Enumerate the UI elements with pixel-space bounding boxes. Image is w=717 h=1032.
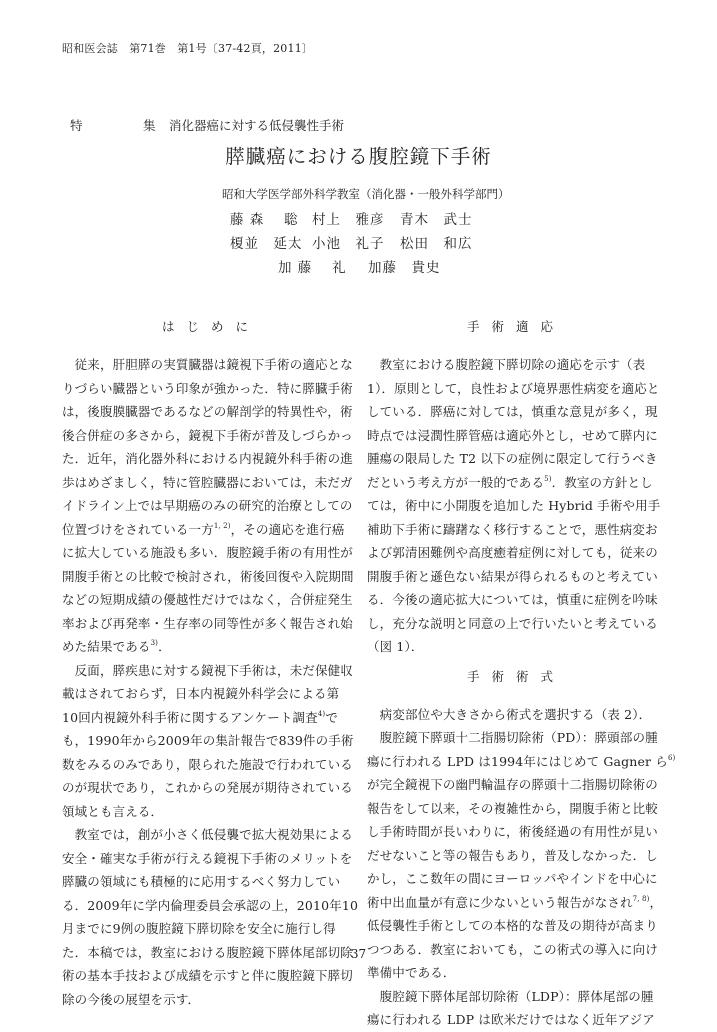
page-number: 37: [350, 947, 367, 961]
body-line: ては，術中に小開腹を追加した Hybrid 手術や用手: [367, 498, 661, 513]
feature-topic: 消化器癌に対する低侵襲性手術: [169, 118, 345, 133]
body-line: し，充分な説明と同意の上で行いたいと考えている: [367, 615, 658, 631]
body-line: よび郭清困難例や高度癒着症例に対しても，従来の: [367, 545, 658, 560]
body-line: 安全・確実な手術が行える鏡視下手術のメリットを: [62, 850, 353, 866]
body-line: だせないこと等の報告もあり，普及しなかった．し: [367, 847, 658, 863]
body-line: た．近年，消化器外科における内視鏡外科手術の進: [62, 451, 353, 466]
body-text: 位置づけをされている一方: [62, 521, 214, 537]
body-line: 教室における腹腔鏡下膵切除の適応を示す（表: [367, 357, 646, 372]
author: 松田 和広: [400, 236, 473, 252]
body-line: 開腹手術との比較で検討され，術後回復や入院期間: [62, 568, 354, 584]
body-line: 月までに9例の腹腔鏡下膵切除を安全に施行し得: [62, 921, 336, 936]
body-line: る．今後の適応拡大については，慎重に症例を吟味: [367, 592, 658, 607]
body-line: 報告をして以来，その複雑性から，開腹手術と比較: [367, 800, 658, 816]
body-line: 低侵襲性手術としての本格的な普及の期待が高まり: [367, 918, 658, 933]
body-line: 腹腔鏡下膵頭十二指腸切除術（PD）：膵頭部の腫: [367, 730, 658, 745]
citation-ref: 7, 8): [632, 894, 650, 903]
feature-label: [70, 116, 344, 134]
body-line: 率および再発率・生存率の同等性が多く報告され始: [62, 615, 353, 631]
body-text: 瘍に行われる LPD は1994年にはじめて Gagner ら: [367, 753, 668, 769]
body-line: る．2009年に学内倫理委員会承認の上，2010年10: [62, 897, 359, 913]
feature-label-1: 特: [70, 118, 83, 133]
body-line: 腫瘍の限局した T2 以下の症例に限定して行うべき: [367, 451, 658, 466]
body-line: りづらい臓器という印象が強かった．特に膵臓手術: [62, 380, 353, 396]
body-line: イドライン上では早期癌のみの研究的治療としての: [62, 498, 353, 513]
body-line: [62, 635, 352, 659]
section-heading-introduction: は じ め に: [162, 319, 252, 334]
author: 村上 雅彦: [312, 212, 385, 228]
body-line: し手術時間が長いわりに，術後経過の有用性が見い: [367, 824, 658, 839]
body-line: 歩はめざましく，特に管腔臓器においては，未だガ: [62, 474, 353, 490]
body-line: 術の基本手技および成績を示すと伴に腹腔鏡下膵切: [62, 968, 353, 983]
body-line: 腹腔鏡下膵体尾部切除術（LDP）：膵体尾部の腫: [367, 988, 654, 1004]
body-text: で: [325, 709, 338, 725]
author: 青木 武士: [400, 212, 473, 228]
body-line: 数をみるのみであり，限られた施設で行われている: [62, 756, 353, 772]
body-line: 病変部位や大きさから術式を選択する（表 2）．: [367, 706, 652, 722]
body-line: 膵臓の領域にも積極的に応用するべく努力してい: [62, 874, 341, 889]
body-line: た．本稿では，教室における腹腔鏡下膵体尾部切除: [62, 944, 353, 960]
affiliation: 昭和大学医学部外科学教室（消化器・一般外科学部門）: [222, 187, 510, 201]
body-line: [367, 750, 676, 774]
body-line: 瘍に行われる LDP は欧米だけではなく近年アジア: [367, 1012, 655, 1027]
citation-ref: 4): [317, 709, 326, 718]
authors-row-2: [230, 232, 473, 252]
body-line: [62, 518, 352, 542]
body-text: だという考え方が一般的である: [367, 474, 545, 490]
body-line: は，後腹膜臓器であるなどの解剖学的特異性や，術: [62, 404, 353, 419]
body-text: めた結果である: [62, 639, 151, 654]
authors-row-1: [230, 208, 473, 228]
body-text: 10回内視鏡外科手術に関するアンケート調査: [62, 709, 318, 725]
body-text: ．教室の方針とし: [551, 474, 653, 490]
body-line: している．膵癌に対しては，慎重な意見が多く，現: [367, 404, 658, 419]
body-line: 領域とも言える．: [62, 803, 164, 819]
body-text: ．: [158, 639, 171, 654]
body-text: ，その適応を進行癌: [230, 521, 345, 537]
body-line: 補助下手術に躊躇なく移行することで，悪性病変お: [367, 521, 658, 537]
body-line: かし，ここ数年の間にヨーロッパやインドを中心に: [367, 871, 658, 886]
body-line: に拡大している施設も多い．腹腔鏡手術の有用性が: [62, 545, 353, 560]
authors-row-3: [278, 256, 441, 276]
body-line: つつある．教室においても，この術式の導入に向け: [367, 941, 658, 957]
citation-ref: 1, 2): [213, 521, 231, 530]
body-line: 準備中である．: [367, 965, 456, 980]
body-line: 除の今後の展望を示す．: [62, 991, 201, 1007]
body-line: 開腹手術と遜色ない結果が得られるものと考えてい: [367, 568, 658, 584]
section-heading-procedure: 手 術 術 式: [467, 668, 557, 684]
citation-ref: 6): [667, 753, 676, 762]
body-line: 従来，肝胆膵の実質臓器は鏡視下手術の適応とな: [62, 357, 353, 372]
body-line: 時点では浸潤性膵管癌は適応外とし，せめて膵内に: [367, 427, 658, 443]
right-column: [367, 315, 676, 1032]
body-line: 教室では，創が小さく低侵襲で拡大視効果による: [62, 827, 353, 842]
body-line: 後合併症の多さから，鏡視下手術が普及しづらかっ: [62, 427, 353, 443]
body-line: も，1990年から2009年の集計報告で839件の手術: [62, 733, 354, 748]
body-line: 反面，膵疾患に対する鏡視下手術は，未だ保健収: [62, 662, 353, 678]
body-text: ，: [649, 894, 663, 910]
body-line: のが現状であり，これからの発展が期待されている: [62, 780, 353, 795]
citation-ref: 5): [544, 474, 552, 483]
author: 加藤 貴史: [368, 260, 441, 276]
author: 藤 森 聡: [230, 212, 299, 228]
article-title: 膵臓癌における腹腔鏡下手術: [225, 145, 492, 168]
body-line: [62, 706, 352, 730]
body-line: 1）．原則として，良性および境界悪性病変を適応と: [367, 380, 660, 396]
section-heading-indications: 手 術 適 応: [467, 319, 557, 334]
body-line: が完全鏡視下の幽門輪温存の膵頭十二指腸切除術の: [367, 777, 658, 792]
body-line: （図 1）．: [367, 639, 424, 654]
body-line: などの短期成績の優越性だけではなく，合併症発生: [62, 592, 353, 607]
feature-label-2: 集: [143, 118, 156, 133]
body-line: [367, 471, 657, 495]
author: 小池 礼子: [312, 236, 385, 252]
author: 榎並 延太: [230, 236, 303, 252]
author: 加 藤 礼: [278, 260, 347, 276]
body-line: [367, 891, 663, 915]
body-line: 載はされておらず，日本内視鏡外科学会による第: [62, 686, 340, 701]
citation-ref: 3): [150, 639, 159, 647]
body-text: 術中出血量が有意に少ないという報告がなされ: [367, 894, 633, 910]
journal-citation: 昭和医会誌 第71巻 第1号〔37-42頁，2011〕: [62, 42, 314, 55]
